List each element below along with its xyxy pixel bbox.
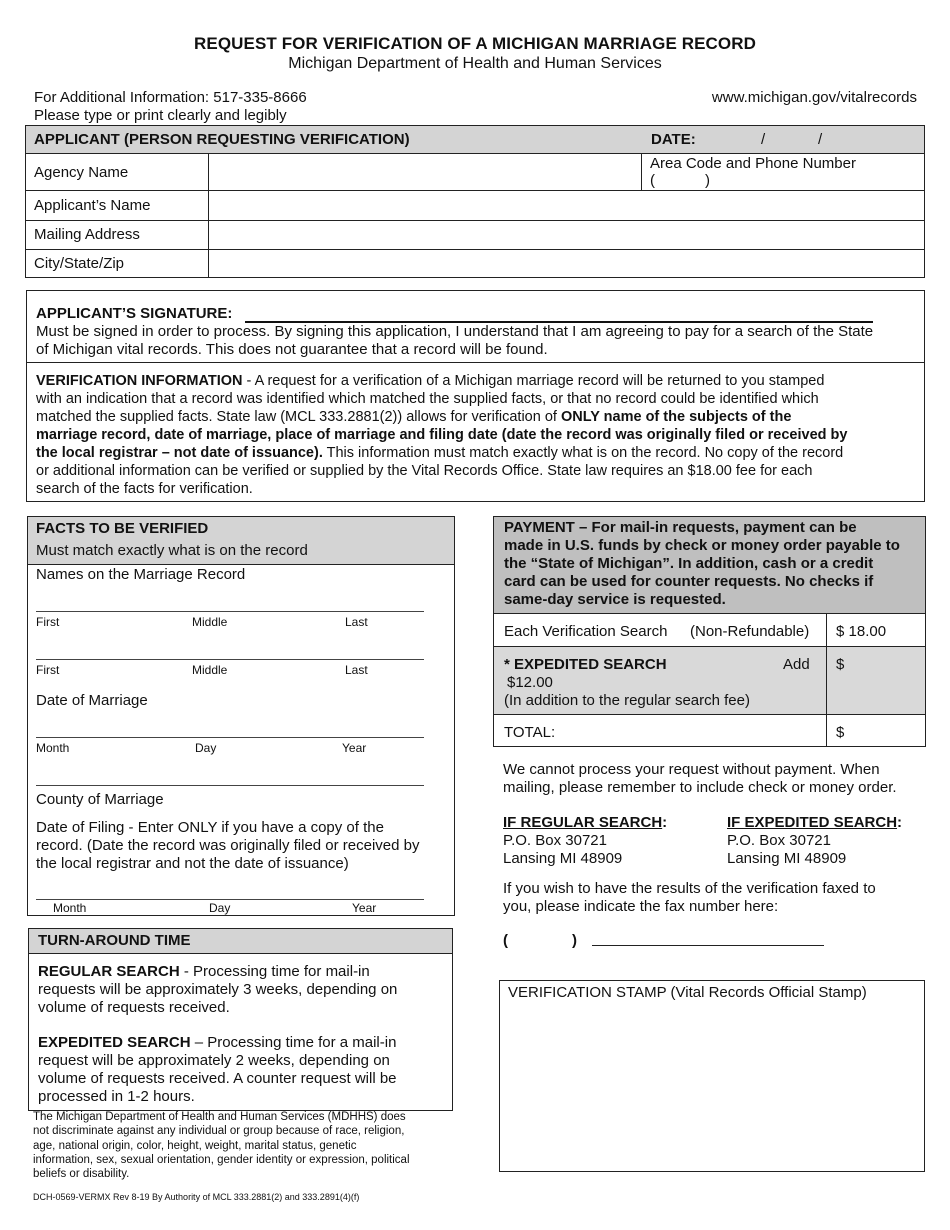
verification-line: marriage record, date of marriage, place of marriage and filing date (date the record was originally filed or received by [36,427,848,443]
nondiscrimination-line: information, sex, sexual orientation, gender identity or expression, political [33,1153,410,1166]
city-state-zip-field[interactable] [209,250,924,278]
mailing-address-field[interactable] [209,221,924,249]
applicant-heading: APPLICANT (PERSON REQUESTING VERIFICATION) [34,131,410,148]
phone-close-paren: ) [705,172,710,189]
expedited-address-heading: IF EXPEDITED SEARCH: [727,814,903,831]
total-dollar: $ [836,724,845,741]
nondiscrimination-line: The Michigan Department of Health and Human Services (MDHHS) does [33,1111,406,1123]
marriage-date-line[interactable] [36,737,424,738]
payment-section [493,516,926,747]
date-separator: / [761,131,766,148]
department-name: Michigan Department of Health and Human Services [288,55,662,72]
expedited-fee: $12.00 [507,674,553,691]
city-state-zip-label: City/State/Zip [34,255,125,272]
middle-caption: Middle [192,615,228,629]
agency-name-field[interactable] [209,154,640,190]
fax-instructions: you, please indicate the fax number here: [503,898,779,915]
expedited-search-text: processed in 1-2 hours. [38,1088,195,1105]
instructions: Please type or print clearly and legibly [34,107,287,124]
day-caption: Day [195,741,217,755]
signature-text: of Michigan vital records. This does not guarantee that a record will be found. [36,341,548,358]
date-separator: / [818,131,823,148]
county-line[interactable] [36,785,424,786]
names-label: Names on the Marriage Record [36,566,246,583]
total-label: TOTAL: [504,724,556,741]
payment-text: same-day service is requested. [504,591,726,608]
year-caption: Year [352,901,377,915]
regular-search-text: volume of requests received. [38,999,230,1016]
fax-open-paren: ( [503,932,508,949]
total-amount-field[interactable] [849,717,923,745]
regular-po-box: P.O. Box 30721 [503,832,607,849]
each-search-label: Each Verification Search [504,623,668,640]
first-caption: First [36,615,60,629]
expedited-search-text: volume of requests received. A counter request will be [38,1070,397,1087]
payment-notice: mailing, please remember to include check or money order. [503,779,897,796]
verification-stamp-box [499,980,925,1172]
expedited-search-text: EXPEDITED SEARCH – Processing time for a mail-in [38,1034,397,1051]
nondiscrimination-line: age, national origin, color, height, weight, marital status, genetic [33,1139,357,1152]
nondiscrimination-line: not discriminate against any individual or group because of race, religion, [33,1125,405,1138]
facts-subheading: Must match exactly what is on the record [36,542,308,559]
last-caption: Last [345,663,368,677]
applicant-name-field[interactable] [209,191,924,220]
verification-line: with an indication that a record was identified which matched the supplied facts, or that no record could be identified which [36,391,819,407]
regular-search-text: REGULAR SEARCH - Processing time for mail-in [38,963,370,980]
mailing-address-label: Mailing Address [34,226,140,243]
nondiscrimination-statement [33,1110,410,1181]
payment-text: the “State of Michigan”. In addition, cash or a credit [504,555,874,572]
payment-notice: We cannot process your request without payment. When [503,761,880,778]
expedited-po-box: P.O. Box 30721 [727,832,831,849]
expedited-city: Lansing MI 48909 [727,850,847,867]
verification-line: VERIFICATION INFORMATION - A request for a verification of a Michigan marriage record will be returned to you stamped [36,373,825,389]
expedited-label: * EXPEDITED SEARCH [504,656,667,673]
date-label: DATE: [651,131,696,148]
form-id: DCH-0569-VERMX Rev 8-19 By Authority of MCL 333.2881(2) and 333.2891(4)(f) [33,1192,360,1202]
filing-date-line[interactable] [36,899,424,900]
facts-section [27,516,455,916]
fax-instructions: If you wish to have the results of the verification faxed to [503,880,876,897]
expedited-search-text: request will be approximately 2 weeks, depending on [38,1052,390,1069]
each-search-amount: $ 18.00 [836,623,887,640]
regular-address-heading: IF REGULAR SEARCH: [503,814,668,831]
county-label: County of Marriage [36,791,164,808]
payment-text: PAYMENT – For mail-in requests, payment can be [504,519,857,536]
verification-line: the local registrar – not date of issuance). This information must match exactly what is on the record. No copy of the record [36,445,844,461]
facts-heading: FACTS TO BE VERIFIED [36,520,209,537]
month-caption: Month [53,901,87,915]
month-caption: Month [36,741,70,755]
payment-text: card can be used for counter requests. No checks if [504,573,874,590]
signature-label: APPLICANT’S SIGNATURE: [36,305,233,322]
info-phone: For Additional Information: 517-335-8666 [34,89,307,106]
year-caption: Year [342,741,367,755]
add-label: Add [783,656,810,673]
website-link[interactable]: www.michigan.gov/vitalrecords [711,89,917,106]
verification-info-section [26,362,925,502]
last-caption: Last [345,615,368,629]
stamp-label: VERIFICATION STAMP (Vital Records Official Stamp) [508,984,867,1001]
filing-text: record. (Date the record was originally filed or received by [36,837,420,854]
payment-text: made in U.S. funds by check or money order payable to [504,537,900,554]
nondiscrimination-line: beliefs or disability. [33,1168,130,1181]
phone-label: Area Code and Phone Number [650,155,856,172]
first-caption: First [36,663,60,677]
applicant-name-label: Applicant’s Name [34,197,151,214]
page-title: REQUEST FOR VERIFICATION OF A MICHIGAN MARRIAGE RECORD [194,34,756,53]
turnaround-section [28,928,453,1111]
verification-line: or additional information can be verified or supplied by the Vital Records Office. State law requires an $18.00 fee for each [36,463,813,479]
expedited-note: (In addition to the regular search fee) [504,692,750,709]
regular-search-text: requests will be approximately 3 weeks, depending on [38,981,398,998]
non-refundable-label: (Non-Refundable) [690,623,810,640]
date-of-marriage-label: Date of Marriage [36,692,148,709]
signature-text: Must be signed in order to process. By signing this application, I understand that I am agreeing to pay for a search of the State [36,323,874,340]
fax-close-paren: ) [572,932,577,949]
filing-text: the local registrar and not the date of issuance) [36,855,349,872]
expedited-dollar: $ [836,656,845,673]
phone-open-paren: ( [650,172,655,189]
verification-line: search of the facts for verification. [36,481,253,497]
fax-number-line[interactable] [592,945,824,946]
agency-name-label: Agency Name [34,164,129,181]
day-caption: Day [209,901,231,915]
verification-line: matched the supplied facts. State law (MCL 333.2881(2)) allows for verification of ONLY name of the subjects of the [36,409,792,425]
filing-text: Date of Filing - Enter ONLY if you have a copy of the [36,819,384,836]
turnaround-heading: TURN-AROUND TIME [38,932,191,949]
regular-city: Lansing MI 48909 [503,850,623,867]
applicant-section [25,125,925,278]
signature-section [26,290,925,363]
name-1-line[interactable] [36,611,424,612]
name-2-line[interactable] [36,659,424,660]
middle-caption: Middle [192,663,228,677]
